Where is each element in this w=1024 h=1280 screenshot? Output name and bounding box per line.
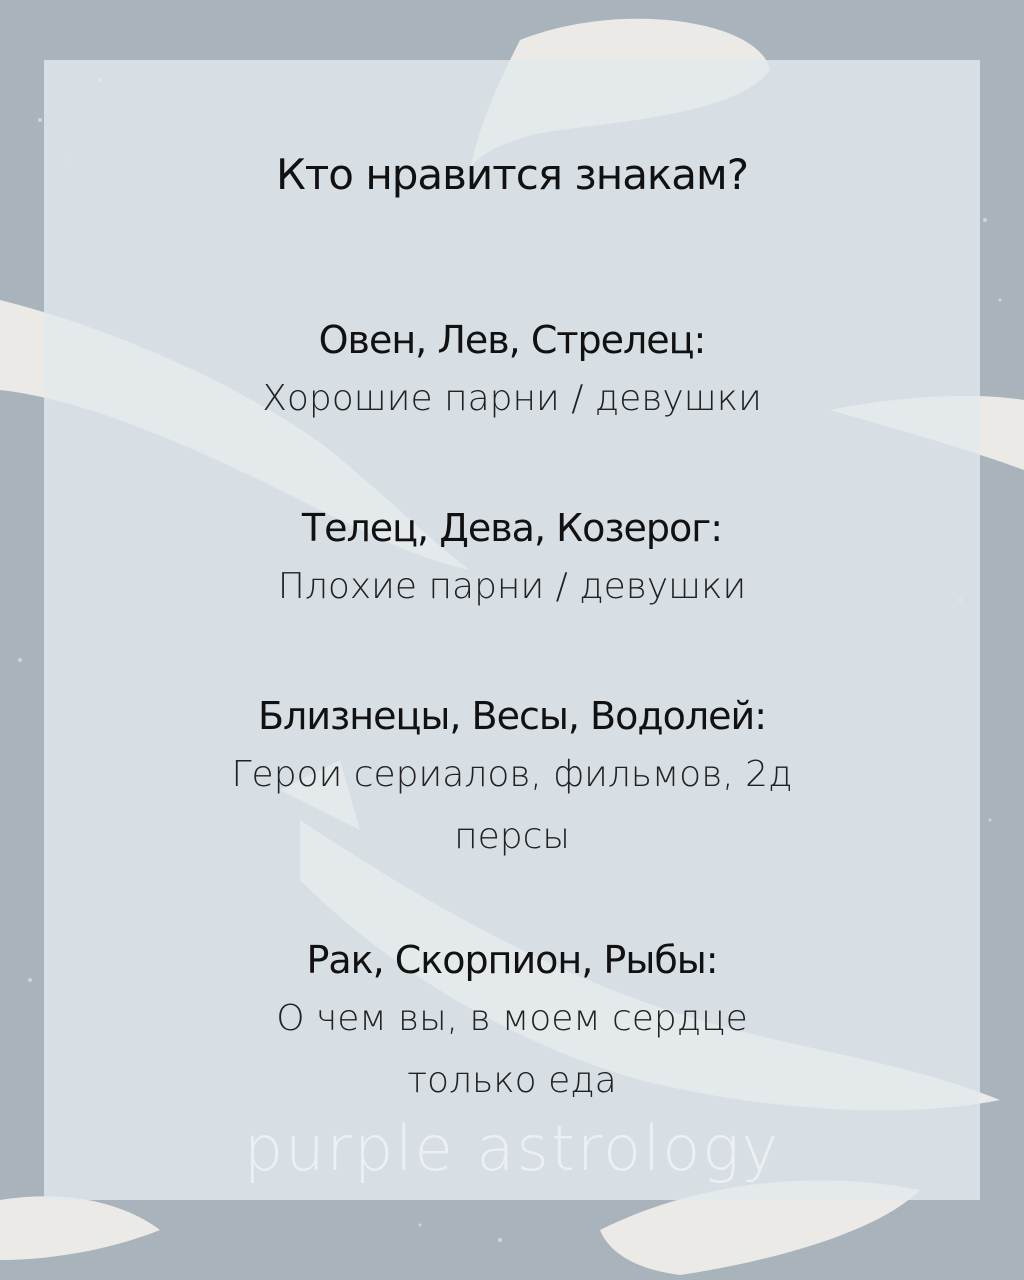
group-signs: Близнецы, Весы, Водолей: xyxy=(257,694,767,738)
group-description: Хорошие парни / девушки xyxy=(262,378,762,419)
group-signs: Рак, Скорпион, Рыбы: xyxy=(306,938,718,982)
group-signs: Телец, Дева, Козерог: xyxy=(301,506,723,550)
group-description-line-1: Герои сериалов, фильмов, 2д xyxy=(231,754,793,795)
zodiac-group-air xyxy=(44,688,980,868)
zodiac-group-fire xyxy=(44,312,980,430)
group-description: Плохие парни / девушки xyxy=(277,566,747,607)
group-description-line-2: персы xyxy=(454,816,570,857)
group-description-line-2: только еда xyxy=(407,1060,617,1101)
zodiac-group-water xyxy=(44,932,980,1112)
page-title: Кто нравится знакам? xyxy=(275,150,749,199)
group-signs: Овен, Лев, Стрелец: xyxy=(318,318,706,362)
watermark: purple astrology xyxy=(243,1112,781,1185)
content-card xyxy=(44,60,980,1200)
zodiac-group-earth xyxy=(44,500,980,618)
group-description-line-1: О чем вы, в моем сердце xyxy=(276,998,748,1039)
